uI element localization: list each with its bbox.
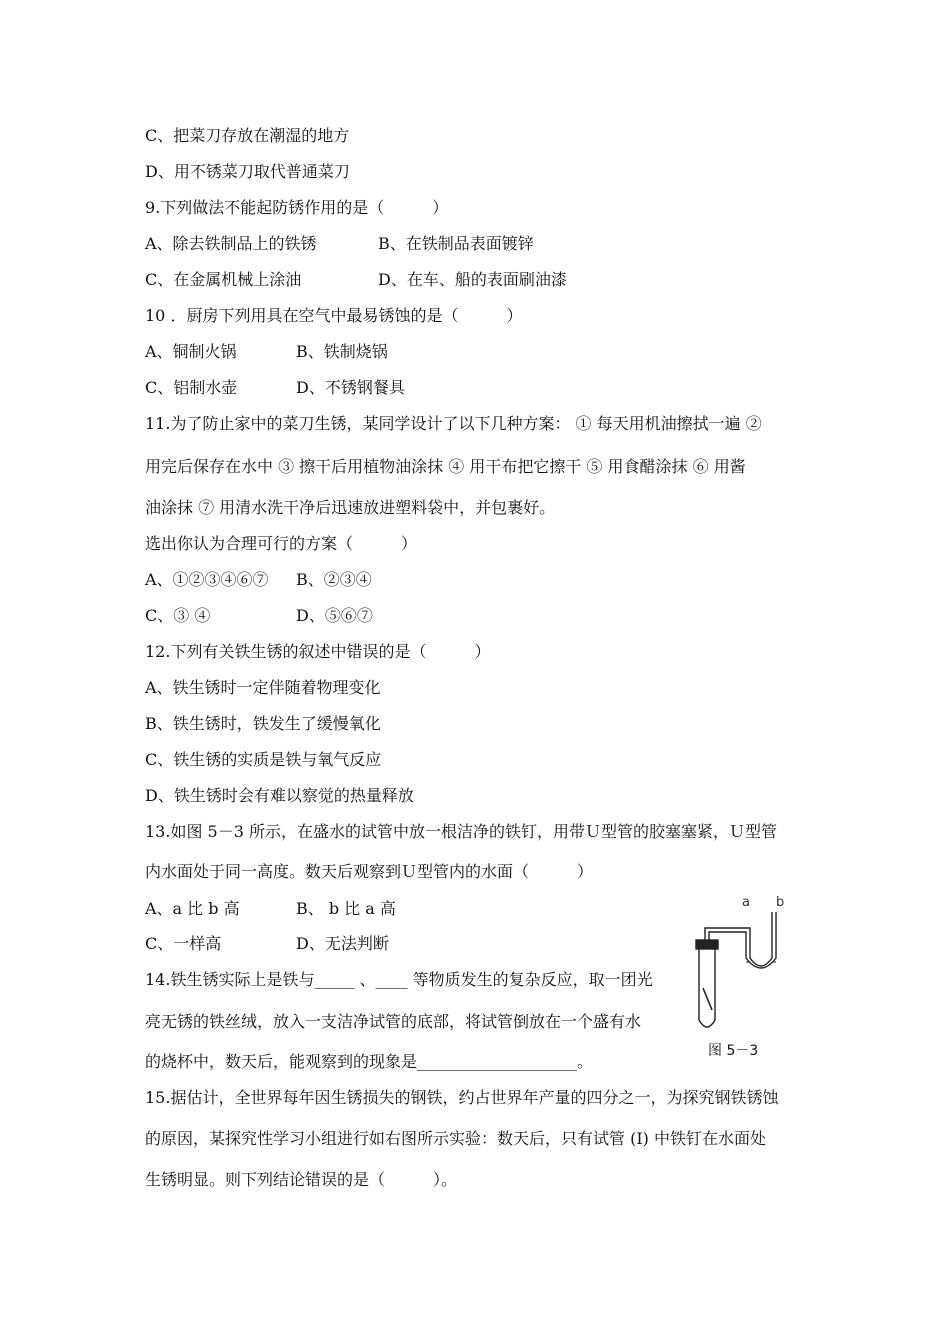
- option-text: D、用不锈菜刀取代普通菜刀: [145, 162, 350, 181]
- question-15-line: 生锈明显。则下列结论错误的是（ ）。: [145, 1170, 458, 1189]
- question-12: 12.下列有关铁生锈的叙述中错误的是（ ）: [145, 642, 491, 661]
- question-11-line: 选出你认为合理可行的方案（ ）: [145, 534, 418, 553]
- question-9: 9.下列做法不能起防锈作用的是（ ）: [145, 198, 449, 217]
- question-11: 11.为了防止家中的菜刀生锈，某同学设计了以下几种方案： ① 每天用机油擦拭一遍 ②: [145, 414, 762, 433]
- option-text: A、铜制火锅: [145, 342, 237, 361]
- option-text: A、a 比 b 高: [145, 899, 240, 918]
- question-14: 14.铁生锈实际上是铁与_____ 、____ 等物质发生的复杂反应，取一团光: [145, 970, 653, 989]
- question-13: 13.如图 5－3 所示，在盛水的试管中放一根洁净的铁钉，用带Ｕ型管的胶塞塞紧，Ｕ型管: [145, 822, 777, 841]
- option-text: D、铁生锈时会有难以察觉的热量释放: [145, 786, 414, 805]
- option-text: D、在车、船的表面刷油漆: [378, 270, 567, 289]
- option-text: B、②③④: [296, 570, 372, 589]
- question-10: 10 ．厨房下列用具在空气中最易锈蚀的是（ ）: [145, 306, 523, 325]
- figure-5-3: [690, 892, 800, 1062]
- option-text: C、把菜刀存放在潮湿的地方: [145, 126, 350, 145]
- option-text: A、除去铁制品上的铁锈: [145, 234, 317, 253]
- option-text: C、在金属机械上涂油: [145, 270, 302, 289]
- question-11-line: 用完后保存在水中 ③ 擦干后用植物油涂抹 ④ 用干布把它擦干 ⑤ 用食醋涂抹 ⑥ 用酱: [145, 457, 746, 476]
- option-text: A、①②③④⑥⑦: [145, 570, 269, 589]
- question-15: 15.据估计，全世界每年因生锈损失的钢铁，约占世界年产量的四分之一，为探究钢铁锈蚀: [145, 1088, 779, 1107]
- option-text: C、铁生锈的实质是铁与氧气反应: [145, 750, 382, 769]
- question-14-line: 的烧杯中，数天后，能观察到的现象是____________________。: [145, 1052, 594, 1071]
- test-tube-u-tube-diagram: [690, 892, 800, 1042]
- figure-caption: 图 5－3: [708, 1043, 759, 1059]
- question-14-line: 亮无锈的铁丝绒，放入一支洁净试管的底部，将试管倒放在一个盛有水: [145, 1012, 642, 1031]
- option-text: B、在铁制品表面镀锌: [378, 234, 534, 253]
- question-11-line: 油涂抹 ⑦ 用清水洗干净后迅速放进塑料袋中，并包裹好。: [145, 498, 556, 517]
- option-text: C、③ ④: [145, 606, 211, 625]
- option-text: B、铁制烧锅: [296, 342, 388, 361]
- label-b: b: [776, 895, 785, 910]
- option-text: B、 b 比 a 高: [296, 899, 396, 918]
- option-text: D、无法判断: [296, 934, 389, 953]
- question-13-line: 内水面处于同一高度。数天后观察到Ｕ型管内的水面（ ）: [145, 862, 594, 881]
- option-text: B、铁生锈时，铁发生了缓慢氧化: [145, 714, 381, 733]
- option-text: C、一样高: [145, 934, 222, 953]
- option-text: D、⑤⑥⑦: [296, 606, 373, 625]
- question-15-line: 的原因，某探究性学习小组进行如右图所示实验：数天后，只有试管 (I) 中铁钉在水面处: [145, 1129, 766, 1148]
- option-text: A、铁生锈时一定伴随着物理变化: [145, 678, 381, 697]
- option-text: D、不锈钢餐具: [296, 378, 405, 397]
- label-a: a: [742, 895, 750, 910]
- option-text: C、铝制水壶: [145, 378, 238, 397]
